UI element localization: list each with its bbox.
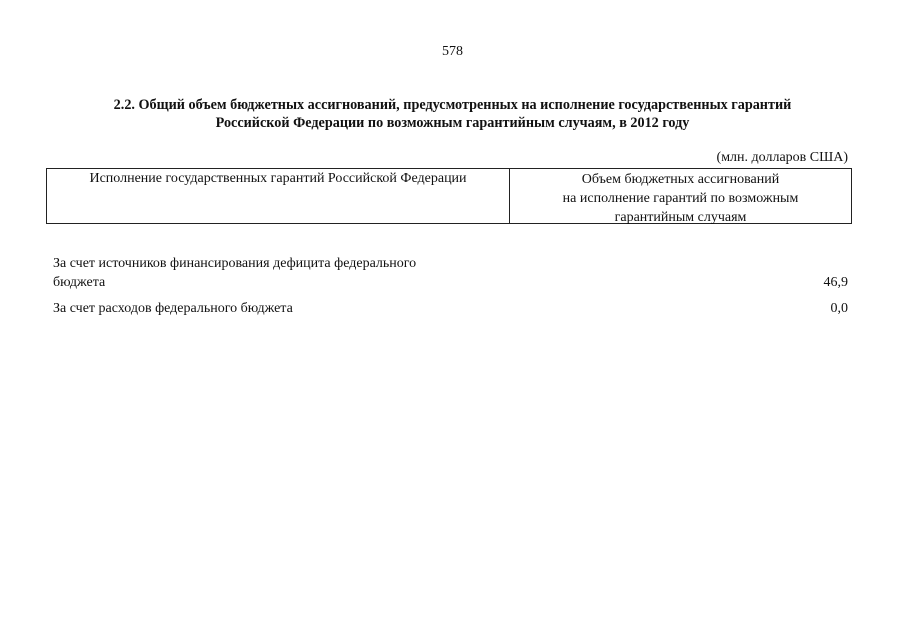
page-number: 578 (442, 44, 463, 59)
row-label-line-2: бюджета (53, 275, 106, 290)
header-column-volume-line-2: на исполнение гарантий по возможным (562, 191, 799, 206)
title-line-2: Российской Федерации по возможным гарантийным случаям, в 2012 году (215, 115, 690, 131)
row-label (53, 299, 848, 318)
row-value: 0,0 (830, 301, 848, 316)
row-label-line-1: За счет расходов федерального бюджета (53, 301, 293, 316)
title-line-1: 2.2. Общий объем бюджетных ассигнований, предусмотренных на исполнение государственных гарантий (113, 97, 792, 113)
row-value: 46,9 (823, 275, 848, 290)
table-header (46, 168, 852, 224)
units-label: (млн. долларов США) (716, 150, 848, 165)
document-title (40, 96, 865, 132)
header-column-execution: Исполнение государственных гарантий Российской Федерации (47, 169, 510, 223)
row-label (53, 254, 848, 292)
header-column-volume-line-1: Объем бюджетных ассигнований (581, 172, 780, 187)
header-column-volume-line-3: гарантийным случаям (614, 210, 747, 225)
row-label-line-1: За счет источников финансирования дефицита федерального (53, 256, 417, 271)
header-column-volume (510, 169, 851, 223)
table-row (53, 299, 848, 318)
table-row (53, 254, 848, 292)
